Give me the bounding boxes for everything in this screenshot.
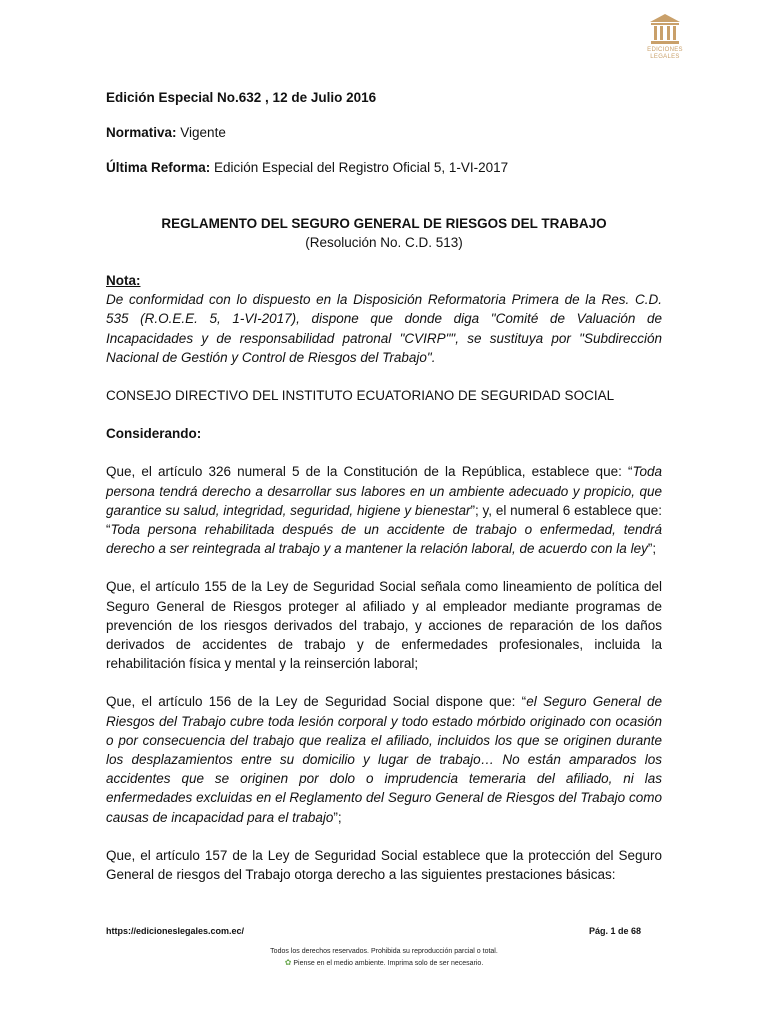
edition-text: Edición Especial No.632 , 12 de Julio 2016 (106, 90, 377, 105)
p3-text-a: Que, el artículo 156 de la Ley de Seguridad Social dispone que: “ (106, 694, 527, 710)
environment-text: Piense en el medio ambiente. Imprima solo de ser necesario. (293, 960, 484, 967)
reforma-line (106, 158, 662, 177)
consejo-heading: CONSEJO DIRECTIVO DEL INSTITUTO ECUATORIANO DE SEGURIDAD SOCIAL (106, 388, 615, 404)
paragraph-art-326 (106, 462, 662, 558)
normativa-line (106, 123, 662, 142)
p1-text-a: Que, el artículo 326 numeral 5 de la Constitución de la República, establece que: “ (106, 464, 633, 480)
nota-text: De conformidad con lo dispuesto en la Disposición Reformatoria Primera de la Res. C.D. 535 (R.O.E.E. 5, 1-VI-2017), dispone que donde diga "Comité de Valuación de Incapacidades y de responsabilidad patronal "CVIRP"", se sustituya por "Subdirección Nacional de Gestión y Control de Riesgos del Trabajo". (106, 292, 662, 365)
normativa-label: Normativa: (106, 125, 177, 141)
nota-section (106, 271, 662, 367)
logo-text-line2: LEGALES (650, 54, 680, 60)
environment-notice (0, 957, 768, 969)
p1-text-c: ”; (647, 541, 657, 557)
p1-quote-a: Toda persona tendrá derecho a desarrollar sus labores en un ambiente adecuado y propicio, que garantice su salud, integridad, seguridad, higiene y bienestar (106, 464, 662, 518)
nota-label: Nota: (106, 273, 141, 289)
paragraph-art-155: Que, el artículo 155 de la Ley de Seguridad Social señala como lineamiento de política del Seguro General de Riesgos proteger al afiliado y al empleador mediante programas de prevención de los riesgos derivados del trabajo, y acciones de reparación de los daños derivados de accidentes de trabajo y de enfermedades profesionales, incluida la rehabilitación física y mental y la reinserción laboral; (106, 579, 662, 672)
p1-text-b: ”; y, el numeral 6 establece que: “ (106, 502, 662, 538)
paragraph-art-156 (106, 692, 662, 826)
reforma-value: Edición Especial del Registro Oficial 5, 1-VI-2017 (210, 160, 509, 176)
rights-notice: Todos los derechos reservados. Prohibida su reproducción parcial o total. (270, 948, 498, 955)
leaf-icon: ✿ (284, 958, 292, 967)
normativa-value: Vigente (176, 125, 226, 141)
paragraph-art-157: Que, el artículo 157 de la Ley de Seguridad Social establece que la protección del Seguro General de riesgos del Trabajo otorga derecho a las siguientes prestaciones básicas: (106, 847, 662, 883)
p1-quote-b: Toda persona rehabilitada después de un accidente de trabajo o enfermedad, tendrá derecho a ser reintegrada al trabajo y a mantener la relación laboral, de acuerdo con la ley (106, 522, 662, 557)
reforma-label: Última Reforma: (106, 160, 211, 176)
p3-quote: el Seguro General de Riesgos del Trabajo cubre toda lesión corporal y todo estado mórbido originado con ocasión o por consecuencia del trabajo que realiza el afiliado, incluidos los que se originen durante los desplazamientos entre su domicilio y lugar de trabajo… No están amparados los accidentes que se originen por dolo o imprudencia temeraria del afiliado, ni las enfermedades excluidas en el Reglamento del Seguro General de Riesgos del Trabajo como causas de incapacidad para el trabajo (106, 694, 663, 825)
temple-icon (648, 12, 682, 46)
document-content (106, 88, 662, 903)
ediciones-legales-logo (640, 12, 690, 68)
considerando-heading: Considerando: (106, 426, 202, 442)
p3-text-b: ”; (333, 809, 342, 825)
edition-line (106, 88, 662, 107)
document-subtitle: (Resolución No. C.D. 513) (305, 234, 463, 250)
footer-url-link[interactable]: https://edicioneslegales.com.ec/ (106, 926, 245, 936)
document-title: REGLAMENTO DEL SEGURO GENERAL DE RIESGOS DEL TRABAJO (161, 215, 607, 231)
footer-notes (0, 946, 768, 969)
document-title-block (106, 214, 662, 252)
page-number: Pág. 1 de 68 (589, 926, 642, 936)
logo-text-line1: EDICIONES (647, 47, 683, 53)
